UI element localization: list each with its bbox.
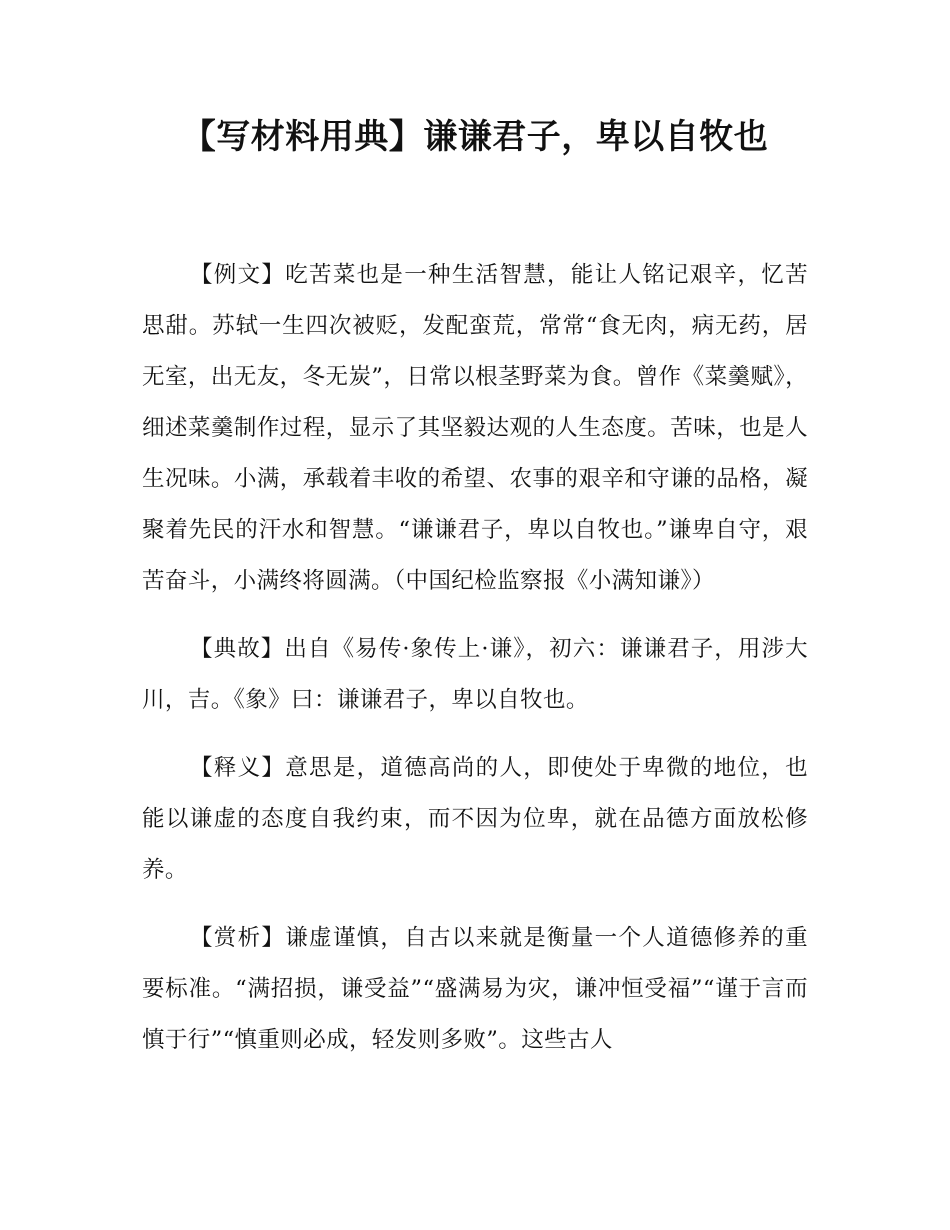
paragraph-example: 【例文】吃苦菜也是一种生活智慧，能让人铭记艰辛，忆苦思甜。苏轼一生四次被贬，发配蛮荒，常常“食无肉，病无药，居无室，出无友，冬无炭”，日常以根茎野菜为食。曾作《菜羹赋》，细述菜羹制作过程，显示了其坚毅达观的人生态度。苦味，也是人生况味。小满，承载着丰收的希望、农事的艰辛和守谦的品格，凝聚着先民的汗水和智慧。“谦谦君子，卑以自牧也。”谦卑自守，艰苦奋斗，小满终将圆满。（中国纪检监察报《小满知谦》）: [142, 262, 808, 594]
document-body: [142, 250, 808, 1083]
paragraph-allusion: 【典故】出自《易传·象传上·谦》，初六：谦谦君子，用涉大川，吉。《象》曰：谦谦君子，卑以自牧也。: [142, 636, 808, 713]
document-title: 【写材料用典】谦谦君子，卑以自牧也: [181, 117, 769, 157]
paragraph-meaning: 【释义】意思是，道德高尚的人，即使处于卑微的地位，也能以谦虚的态度自我约束，而不因为位卑，就在品德方面放松修养。: [142, 755, 808, 883]
paragraph-appreciation: 【赏析】谦虚谨慎，自古以来就是衡量一个人道德修养的重要标准。“满招损，谦受益”“盛满易为灾，谦冲恒受福”“谨于言而慎于行”“慎重则必成，轻发则多败”。这些古人: [142, 925, 808, 1053]
